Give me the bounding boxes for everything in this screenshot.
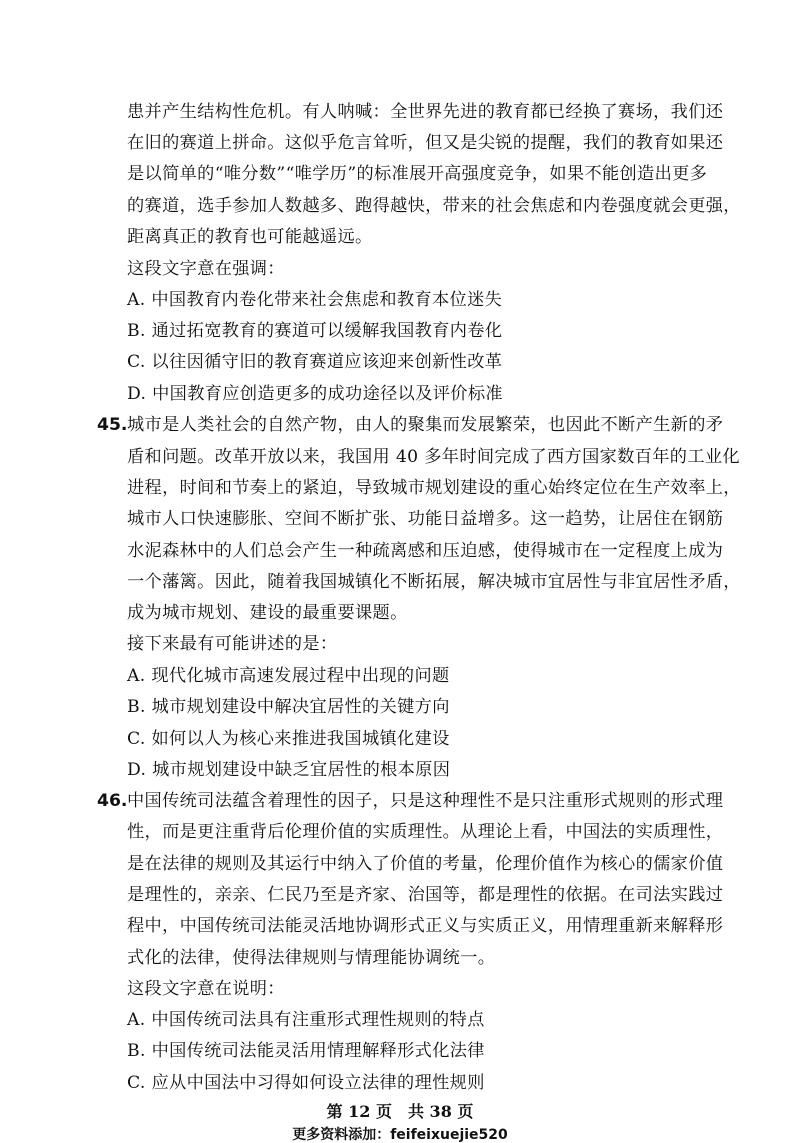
contact-note: 更多资料添加：feifeixuejie520 <box>292 1127 508 1143</box>
passage-line: 是在法律的规则及其运行中纳入了价值的考量，伦理价值作为核心的儒家价值 <box>127 854 724 874</box>
question-prompt: 这段文字意在说明： <box>127 979 285 999</box>
answer-option: A. 中国传统司法具有注重形式理性规则的特点 <box>127 1010 485 1030</box>
passage-line: 患并产生结构性危机。有人呐喊：全世界先进的教育都已经换了赛场，我们还 <box>127 102 724 122</box>
passage-line: 是理性的，亲亲、仁民乃至是齐家、治国等，都是理性的依据。在司法实践过 <box>127 885 724 905</box>
answer-option: D. 城市规划建设中缺乏宜居性的根本原因 <box>127 760 451 780</box>
answer-option: B. 城市规划建设中解决宜居性的关键方向 <box>127 697 450 717</box>
passage-line: 成为城市规划、建设的最重要课题。 <box>127 603 408 623</box>
answer-option: B. 中国传统司法能灵活用情理解释形式化法律 <box>127 1041 485 1061</box>
answer-option: B. 通过拓宽教育的赛道可以缓解我国教育内卷化 <box>127 321 503 341</box>
passage-line: 中国传统司法蕴含着理性的因子，只是这种理性不是只注重形式规则的形式理 <box>127 791 724 811</box>
passage-line: 程中，中国传统司法能灵活地协调形式正义与实质正义，用情理重新来解释形 <box>127 916 724 936</box>
passage-line: 距离真正的教育也可能越遥远。 <box>127 227 373 247</box>
passage-line: 一个藩篱。因此，随着我国城镇化不断拓展，解决城市宜居性与非宜居性矛盾， <box>127 572 741 592</box>
question-number: 46. <box>97 791 128 811</box>
question-prompt: 接下来最有可能讲述的是： <box>127 634 338 654</box>
answer-option: C. 应从中国法中习得如何设立法律的理性规则 <box>127 1073 485 1093</box>
answer-option: C. 如何以人为核心来推进我国城镇化建设 <box>127 729 450 749</box>
answer-option: A. 现代化城市高速发展过程中出现的问题 <box>127 666 450 686</box>
passage-line: 城市人口快速膨胀、空间不断扩张、功能日益增多。这一趋势，让居住在钢筋 <box>127 509 724 529</box>
passage-line: 进程，时间和节奏上的紧迫，导致城市规划建设的重心始终定位在生产效率上， <box>127 478 741 498</box>
answer-option: D. 中国教育应创造更多的成功途径以及评价标准 <box>127 384 503 404</box>
passage-line: 城市是人类社会的自然产物，由人的聚集而发展繁荣，也因此不断产生新的矛 <box>127 415 724 435</box>
answer-option: C. 以往因循守旧的教育赛道应该迎来创新性改革 <box>127 352 503 372</box>
passage-line: 水泥森林中的人们总会产生一种疏离感和压迫感，使得城市在一定程度上成为 <box>127 541 724 561</box>
passage-line: 盾和问题。改革开放以来，我国用 40 多年时间完成了西方国家数百年的工业化 <box>127 447 740 467</box>
question-prompt: 这段文字意在强调： <box>127 259 285 279</box>
page-number: 第 12 页 共 38 页 <box>326 1102 474 1121</box>
question-number: 45. <box>97 415 128 435</box>
passage-line: 性，而是更注重背后伦理价值的实质理性。从理论上看，中国法的实质理性， <box>127 822 724 842</box>
passage-line: 是以简单的“唯分数”“唯学历”的标准展开高强度竞争，如果不能创造出更多 <box>127 164 708 184</box>
passage-line: 式化的法律，使得法律规则与情理能协调统一。 <box>127 948 496 968</box>
passage-line: 的赛道，选手参加人数越多、跑得越快，带来的社会焦虑和内卷强度就会更强， <box>127 196 741 216</box>
passage-line: 在旧的赛道上拼命。这似乎危言耸听，但又是尖锐的提醒，我们的教育如果还 <box>127 133 724 153</box>
answer-option: A. 中国教育内卷化带来社会焦虑和教育本位迷失 <box>127 290 503 310</box>
